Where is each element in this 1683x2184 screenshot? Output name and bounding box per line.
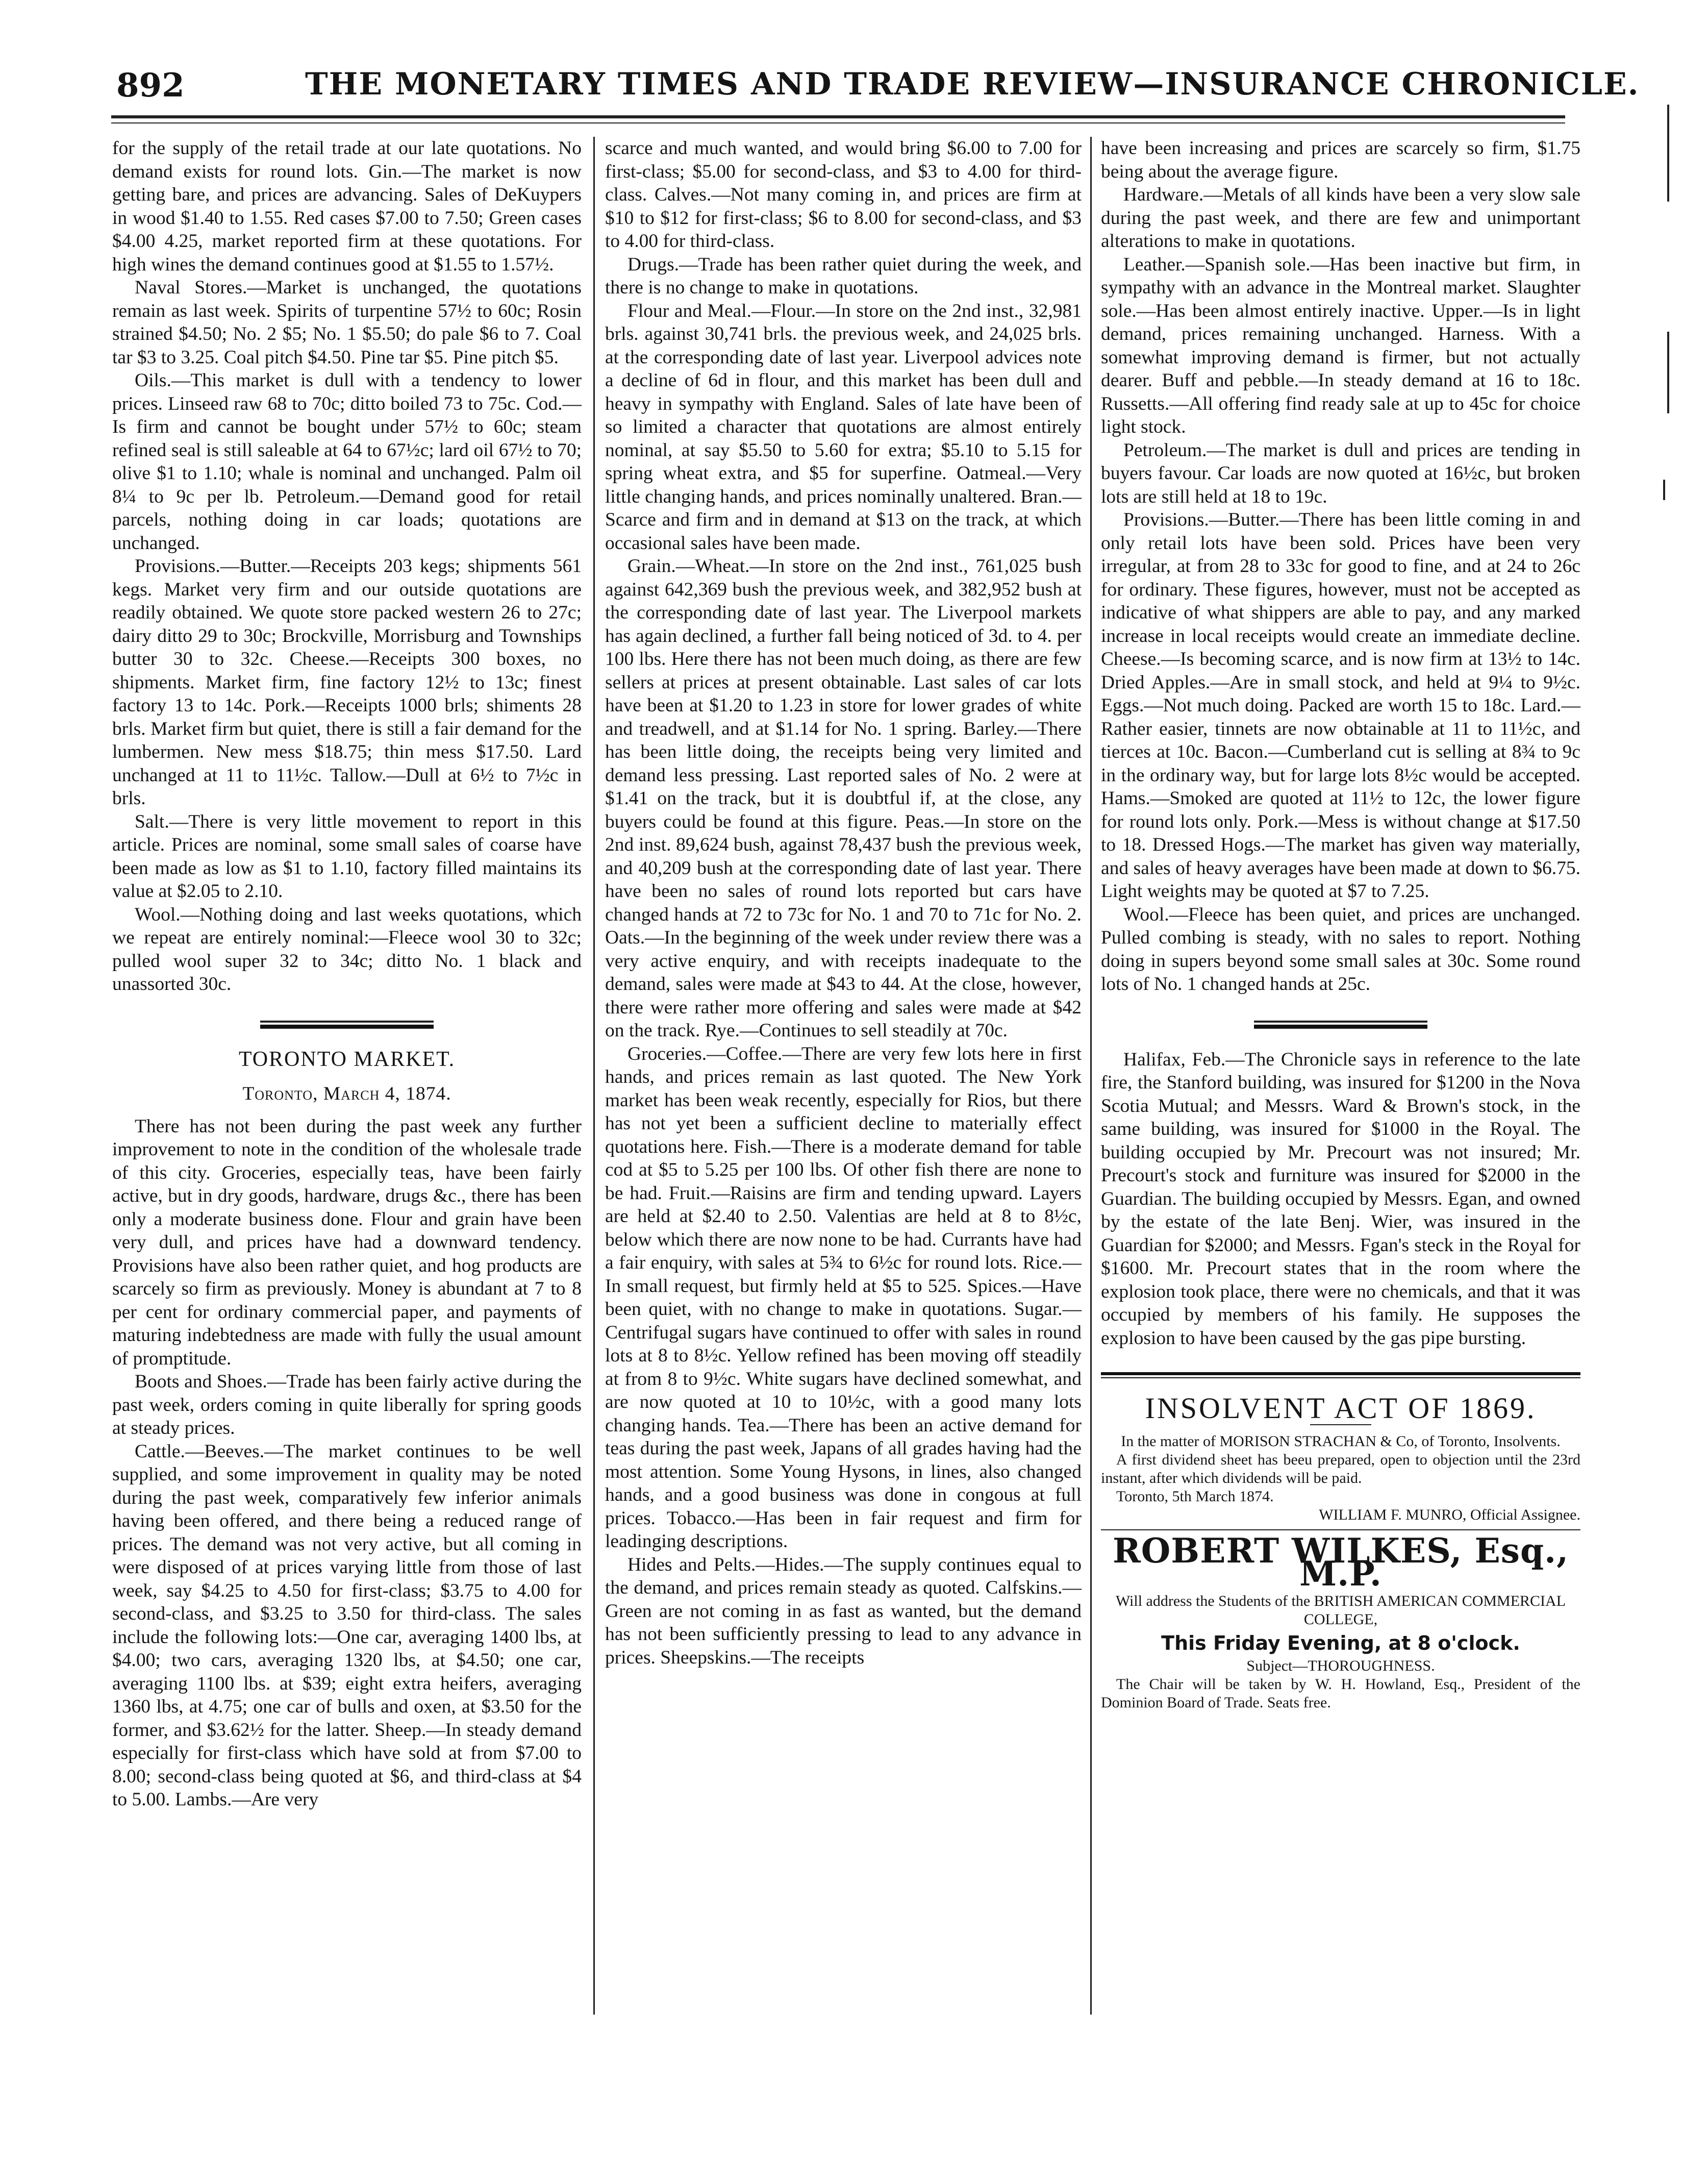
hardware-paragraph: Hardware.—Metals of all kinds have been a very slow sale during the past week, and there are few and unimportant alterations to make in quotations.	[1101, 184, 1580, 252]
page-header	[111, 62, 1640, 113]
lecture-line: Will address the Students of the BRITISH AMERICAN COMMERCIAL COLLEGE,	[1115, 1592, 1566, 1628]
drugs-paragraph: Drugs.—Trade has been rather quiet during the week, and there is no change to make in quotations.	[605, 254, 1082, 298]
insolvent-date: Toronto, 5th March 1874.	[1116, 1487, 1274, 1505]
wool-paragraph-2: Wool.—Fleece has been quiet, and prices are unchanged. Pulled combing is steady, with no sales to report. Nothing doing in supers beyond some small sales at 30c. Some round lots of No. 1 changed hands at 25c.	[1101, 904, 1580, 995]
page-number: 892	[116, 66, 185, 105]
lecture-time: This Friday Evening, at 8 o'clock.	[1161, 1631, 1520, 1654]
naval-stores-paragraph: Naval Stores.—Market is unchanged, the quotations remain as last week. Spirits of turpentine 57½ to 60c; Rosin strained $4.50; No. 2 $5; No. 1 $5.50; do pale $6 to 7. Coal tar $3 to 3.25. Coal pitch $4.50. Pine tar $5. Pine pitch $5.	[112, 277, 582, 368]
toronto-intro-paragraph: There has not been during the past week any further improvement to note in the condition of the wholesale trade of this city. Groceries, especially teas, have been fairly active, but in dry goods, hardware, drugs &c., there has been only a moderate business done. Flour and grain have been very dull, and prices have had a downward tendency. Provisions have also been rather quiet, and hog products are scarcely so firm as previously. Money is abundant at 7 to 8 per cent for ordinary commercial paper, and payments of maturing indebtedness are made with fully the usual amount of promptitude.	[112, 1115, 582, 1369]
lambs-continued-paragraph: scarce and much wanted, and would bring $6.00 to 7.00 for first-class; $5.00 for second-class, and $3 to 4.00 for third-class. Calves.—Not many coming in, and prices are firm at $10 to $12 for first-class; $6 to 8.00 for second-class, and $3 to 4.00 for third-class.	[605, 138, 1082, 252]
insolvent-signature: WILLIAM F. MUNRO, Official Assignee.	[1319, 1506, 1580, 1523]
header-rule	[111, 115, 1565, 118]
halifax-fire-paragraph: Halifax, Feb.—The Chronicle says in reference to the late fire, the Stanford building, was insured for $1200 in the Nova Scotia Mutual; and Messrs. Ward & Brown's stock, in the same building, was insured for $1000 in the Royal. The building occupied by Mr. Precourt was not insured; Mr. Precourt's stock and furniture was insured for $2000 in the Guardian. The building occupied by Messrs. Egan, and owned by the estate of the late Benj. Wier, was insured in the Guardian for $2000; and Messrs. Fgan's steck in the Royal for $1600. Mr. Precourt states that in the room where the explosion took place, there were no chemicals, and that it was occupied by members of his family. He supposes the explosion to have been caused by the gas pipe bursting.	[1101, 1049, 1580, 1349]
section-divider-2	[1254, 1021, 1427, 1028]
col1-paragraph: for the supply of the retail trade at our late quotations. No demand exists for round lots. Gin.—The market is now getting bare, and prices are advancing. Sales of DeKuypers in wood $1.40 to 1.55. Red cases $7.00 to 7.50; Green cases $4.00 4.25, market reported firm at these quotations. For high wines the demand continues good at $1.55 to 1.57½.	[112, 138, 582, 275]
column-divider-2	[1090, 137, 1092, 2015]
column-divider-1	[593, 137, 595, 2015]
groceries-paragraph: Groceries.—Coffee.—There are very few lots here in first hands, and prices remain as last quoted. The New York market has been weak recently, especially for Rios, but there has not yet been a sufficient decline to materially effect quotations here. Fish.—There is a moderate demand for table cod at $5 to 5.25 per 100 lbs. Of other fish there are none to be had. Fruit.—Raisins are firm and tending upward. Layers are held at $2.40 to 2.50. Valentias are held at 8 to 8½c, below which there are now none to be had. Currants have had a fair enquiry, with sales at 5¾ to 6½c for round lots. Rice.—In small request, but firmly held at $5 to 525. Spices.—Have been quiet, with no change to make in quotations. Sugar.—Centrifugal sugars have continued to offer with sales in round lots at 8 to 8½c. Yellow refined has been moving off steadily at from 8 to 9½c. White sugars have declined somewhat, and are now quoted at 10 to 10½c, with a good many lots changing hands. Tea.—There has been an active demand for teas during the past week, Japans of all grades having had the most attention. Some Young Hysons, in lines, also changed hands, and a good business was done in congous at full prices. Tobacco.—Has been in fair request and firm for leadinging descriptions.	[605, 1043, 1082, 1552]
column-2	[605, 137, 1082, 1669]
lecture-notice	[1101, 1592, 1580, 1629]
notice-rule	[1101, 1372, 1580, 1375]
insolvent-matter: In the matter of MORISON STRACHAN & Co, of Toronto, Insolvents.	[1121, 1432, 1561, 1450]
masthead-title: THE MONETARY TIMES AND TRADE REVIEW—INSURANCE CHRONICLE.	[305, 66, 1640, 102]
lecture-details	[1101, 1657, 1580, 1712]
petroleum-paragraph: Petroleum.—The market is dull and prices are tending in buyers favour. Car loads are now quoted at 16½c, but broken lots are still held at 18 to 19c.	[1101, 439, 1580, 507]
salt-paragraph: Salt.—There is very little movement to report in this article. Prices are nominal, some small sales of coarse have been made as low as $1 to 1.10, factory filled maintains its value at $2.05 to 2.10.	[112, 811, 582, 902]
notice-rule-thin	[1101, 1377, 1580, 1378]
section-divider	[260, 1021, 434, 1028]
boots-shoes-paragraph: Boots and Shoes.—Trade has been fairly active during the past week, orders coming in quite liberally for spring goods at steady prices.	[112, 1371, 582, 1438]
flour-meal-paragraph: Flour and Meal.—Flour.—In store on the 2nd inst., 32,981 brls. against 30,741 brls. the previous week, and 24,025 brls. at the corresponding date of last year. Liverpool advices note a decline of 6d in flour, and this market has been dull and heavy in sympathy with England. Sales of late have been of so limited a character that quotations are almost entirely nominal, at say $5.50 to 5.60 for extra; $5.10 to 5.15 for spring wheat extra, and $5 for superfine. Oatmeal.—Very little changing hands, and prices nominally unaltered. Bran.—Scarce and firm and in demand at $13 on the track, at which occasional sales have been made.	[605, 300, 1082, 554]
wool-paragraph: Wool.—Nothing doing and last weeks quotations, which we repeat are entirely nominal:—Fleece wool 30 to 32c; pulled wool super 32 to 34c; ditto No. 1 black and unassorted 30c.	[112, 904, 582, 995]
robert-wilkes-heading: ROBERT WILKES, Esq., M.P.	[1112, 1530, 1569, 1594]
ad-rule	[1101, 1529, 1580, 1530]
binding-edge-mark	[1667, 105, 1669, 202]
binding-edge-mark	[1667, 332, 1669, 413]
dateline: Toronto, March 4, 1874.	[242, 1083, 451, 1104]
binding-edge-mark	[1663, 480, 1665, 500]
insolvent-notice	[1101, 1432, 1580, 1524]
leather-paragraph: Leather.—Spanish sole.—Has been inactive but firm, in sympathy with an advance in the Montreal market. Slaughter sole.—Has been almost entirely inactive. Upper.—Is in light demand, prices remaining unchanged. Harness. With a somewhat improving demand is firmer, but not actually dearer. Buff and pebble.—In steady demand at 16 to 18c. Russetts.—All offering find ready sale at up to 45c for choice light stock.	[1101, 254, 1580, 437]
lecture-subject: Subject—THOROUGHNESS.	[1246, 1657, 1435, 1674]
column-1	[112, 137, 582, 1811]
insolvent-act-heading: INSOLVENT ACT OF 1869.	[1145, 1392, 1537, 1425]
insolvent-body: A first dividend sheet has beeu prepared, open to objection until the 23rd instant, after which dividends will be paid.	[1101, 1451, 1580, 1486]
cattle-paragraph: Cattle.—Beeves.—The market continues to be well supplied, and some improvement in quality may be noted during the past week, comparatively few inferior animals having been offered, and there being a reduced range of prices. The demand was not very active, but all coming in were disposed of at prices varying little from those of last week, say $4.25 to 4.50 for first-class; $3.75 to 4.00 for second-class, and $3.25 to 3.50 for third-class. The sales include the following lots:—One car, averaging 1400 lbs, at $4.00; two cars, averaging 1320 lbs, at $4.50; one car, averaging 1100 lbs. at $39; eight extra heifers, averaging 1360 lbs, at 4.75; one car of bulls and oxen, at $3.50 for the former, and $3.62½ for the latter. Sheep.—In steady demand especially for first-class which have sold at from $7.00 to 8.00; second-class being quoted at $6, and third-class at $4 to 5.00. Lambs.—Are very	[112, 1441, 582, 1810]
oils-paragraph: Oils.—This market is dull with a tendency to lower prices. Linseed raw 68 to 70c; ditto boiled 73 to 75c. Cod.—Is firm and cannot be bought under 57½ to 60c; steam refined seal is still saleable at 64 to 67½c; lard oil 67½ to 70; olive $1 to 1.10; whale is nominal and unchanged. Palm oil 8¼ to 9c per lb. Petroleum.—Demand good for retail parcels, nothing doing in car loads; quotations are unchanged.	[112, 370, 582, 554]
header-rule-thin	[111, 122, 1565, 123]
provisions-paragraph-2: Provisions.—Butter.—There has been little coming in and only retail lots have been sold. Prices have been very irregular, at from 28 to 33c for good to fine, and at 24 to 26c for ordinary. These figures, however, must not be accepted as indicative of what shippers are able to pay, and any marked increase in local receipts would create an immediate decline. Cheese.—Is becoming scarce, and is now firm at 13½ to 14c. Dried Apples.—Are in small stock, and held at 9¼ to 9½c. Eggs.—Not much doing. Packed are worth 15 to 18c. Lard.—Rather easier, tinnets are now obtainable at 11 to 11½c, and tierces at 10c. Bacon.—Cumberland cut is selling at 8¾ to 9c in the ordinary way, but for large lots 8½c would be accepted. Hams.—Smoked are quoted at 11½ to 12c, the lower figure for round lots only. Pork.—Mess is without change at $17.50 to 18. Dressed Hogs.—The market has given way materially, and sales of heavy averages have been made at down to $6.75. Light weights may be quoted at $7 to 7.25.	[1101, 509, 1580, 902]
provisions-paragraph: Provisions.—Butter.—Receipts 203 kegs; shipments 561 kegs. Market very firm and our outside quotations are readily obtained. We quote store packed western 26 to 27c; dairy ditto 29 to 30c; Brockville, Morrisburg and Townships butter 30 to 32c. Cheese.—Receipts 300 boxes, no shipments. Market firm, fine factory 12½ to 13c; finest factory 13 to 14c. Pork.—Receipts 1000 brls; shiments 28 brls. Market firm but quiet, there is still a fair demand for the lumbermen. New mess $18.75; thin mess $17.50. Lard unchanged at 11 to 11½c. Tallow.—Dull at 6½ to 7½c in brls.	[112, 556, 582, 809]
lecture-chair: The Chair will be taken by W. H. Howland, Esq., President of the Dominion Board of Trade. Seats free.	[1101, 1676, 1580, 1711]
toronto-market-heading: TORONTO MARKET.	[238, 1047, 456, 1071]
hides-pelts-paragraph: Hides and Pelts.—Hides.—The supply continues equal to the demand, and prices remain steady as quoted. Calfskins.—Green are not coming in as fast as wanted, but the demand has not been sufficiently pressing to lead to any advance in prices. Sheepskins.—The receipts	[605, 1554, 1082, 1668]
sheepskins-continued-paragraph: have been increasing and prices are scarcely so firm, $1.75 being about the average figure.	[1101, 138, 1580, 182]
grain-paragraph: Grain.—Wheat.—In store on the 2nd inst., 761,025 bush against 642,369 bush the previous week, and 382,952 bush at the corresponding date of last year. The Liverpool markets has again declined, a further fall being noticed of 3d. to 4. per 100 lbs. Here there has not been much doing, as there are few sellers at prices at present obtainable. Last sales of car lots have been at $1.20 to 1.23 in store for lower grades of white and treadwell, and at $1.14 for No. 1 spring. Barley.—There has been little doing, the receipts being very limited and demand less pressing. Last reported sales of No. 2 were at $1.41 on the track, but it is doubtful if, at the close, any buyers could be found at this figure. Peas.—In store on the 2nd inst. 89,624 bush, against 78,437 bush the previous week, and 40,209 bush at the corresponding date of last year. There have been no sales of round lots reported but cars have changed hands at 72 to 73c for No. 1 and 70 to 71c for No. 2. Oats.—In the beginning of the week under review there was a very active enquiry, and with receipts inadequate to the demand, sales were made at $43 to 44. At the close, however, there were rather more offering and sales were made at $42 on the track. Rye.—Continues to sell steadily at 70c.	[605, 556, 1082, 1041]
column-3	[1101, 137, 1580, 1712]
